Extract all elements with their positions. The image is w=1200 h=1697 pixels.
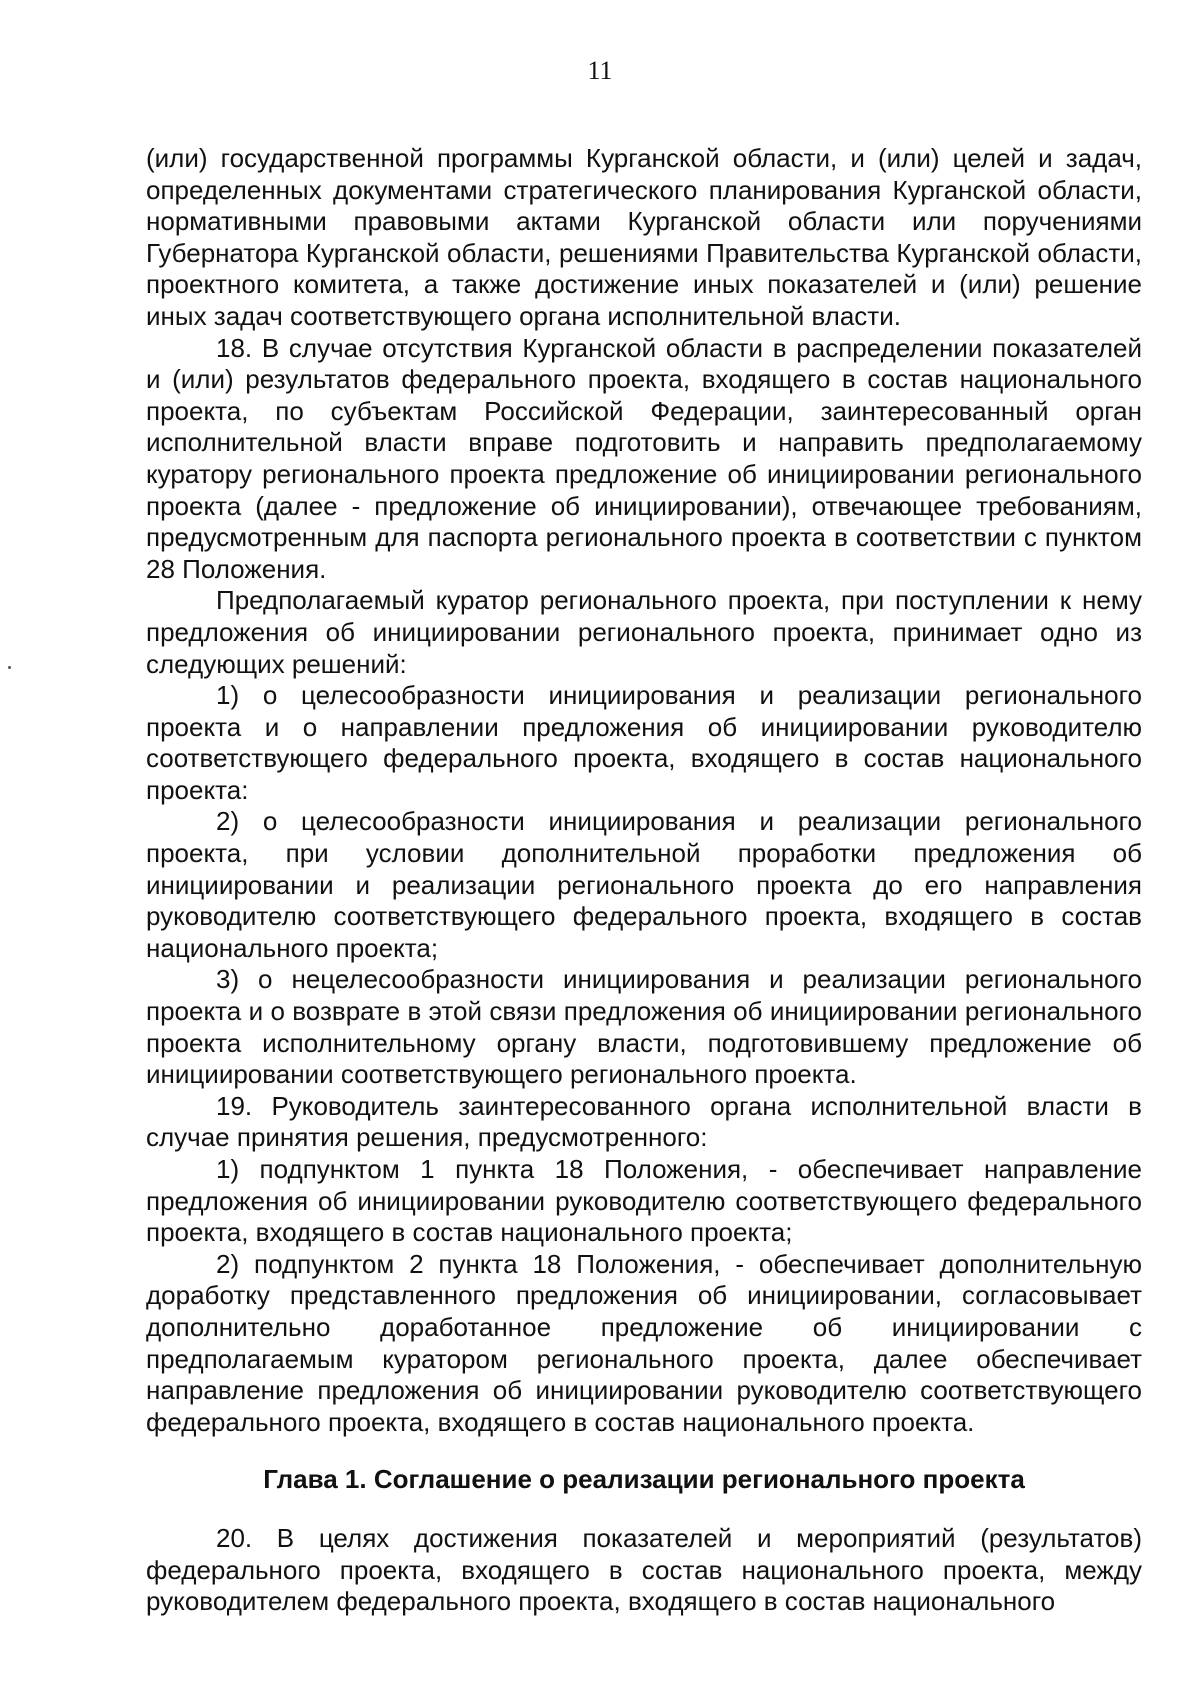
paragraph-continuation: (или) государственной программы Курганской области, и (или) целей и задач, определенных документами стратегического планирования Курганской области, нормативными правовыми актами Курганской области или поручениями Губернатора Курганской области, решениями Правительства Курганской области, проектного комитета, а также достижение иных показателей и (или) решение иных задач соответствующего органа исполнительной власти. — [146, 143, 1142, 331]
page-number: 11 — [587, 56, 613, 85]
margin-mark — [8, 666, 11, 669]
paragraph-item-19: 19. Руководитель заинтересованного органа исполнительной власти в случае принятия решения, предусмотренного: — [146, 1090, 1142, 1153]
paragraph-subitem-1: 1) о целесообразности инициирования и реализации регионального проекта и о направлении предложения об инициировании руководителю соответствующего федерального проекта, входящего в состав национального проекта: — [146, 680, 1142, 805]
paragraph-item-19-sub-2: 2) подпунктом 2 пункта 18 Положения, - обеспечивает дополнительную доработку представленного предложения об инициировании, согласовывает дополнительно доработанное предложение об инициировании с предполагаемым куратором регионального проекта, далее обеспечивает направление предложения об инициировании руководителю соответствующего федерального проекта, входящего в состав национального проекта. — [146, 1248, 1142, 1437]
paragraph-item-18: 18. В случае отсутствия Курганской области в распределении показателей и (или) результатов федерального проекта, входящего в состав национального проекта, по субъектам Российской Федерации, заинтересованный орган исполнительной власти вправе подготовить и направить предполагаемому куратору регионального проекта предложение об инициировании регионального проекта (далее - предложение об инициировании), отвечающее требованиям, предусмотренным для паспорта регионального проекта в соответствии с пунктом 28 Положения. — [146, 332, 1142, 584]
paragraph-subitem-2: 2) о целесообразности инициирования и реализации регионального проекта, при условии дополнительной проработки предложения об инициировании и реализации регионального проекта до его направления руководителю соответствующего федерального проекта, входящего в состав национального проекта; — [146, 806, 1142, 963]
chapter-heading: Глава 1. Соглашение о реализации регионального проекта — [263, 1464, 1025, 1495]
document-body — [146, 143, 1142, 1618]
paragraph-curator-decision: Предполагаемый куратор регионального проекта, при поступлении к нему предложения об инициировании регионального проекта, принимает одно из следующих решений: — [146, 585, 1142, 679]
paragraph-item-19-sub-1: 1) подпунктом 1 пункта 18 Положения, - обеспечивает направление предложения об инициировании руководителю соответствующего федерального проекта, входящего в состав национального проекта; — [146, 1154, 1142, 1248]
paragraph-item-20: 20. В целях достижения показателей и мероприятий (результатов) федерального проекта, входящего в состав национального проекта, между руководителем федерального проекта, входящего в состав национального — [146, 1522, 1142, 1617]
paragraph-subitem-3: 3) о нецелесообразности инициирования и реализации регионального проекта и о возврате в этой связи предложения об инициировании регионального проекта исполнительному органу власти, подготовившему предложение об инициировании соответствующего регионального проекта. — [146, 964, 1142, 1090]
